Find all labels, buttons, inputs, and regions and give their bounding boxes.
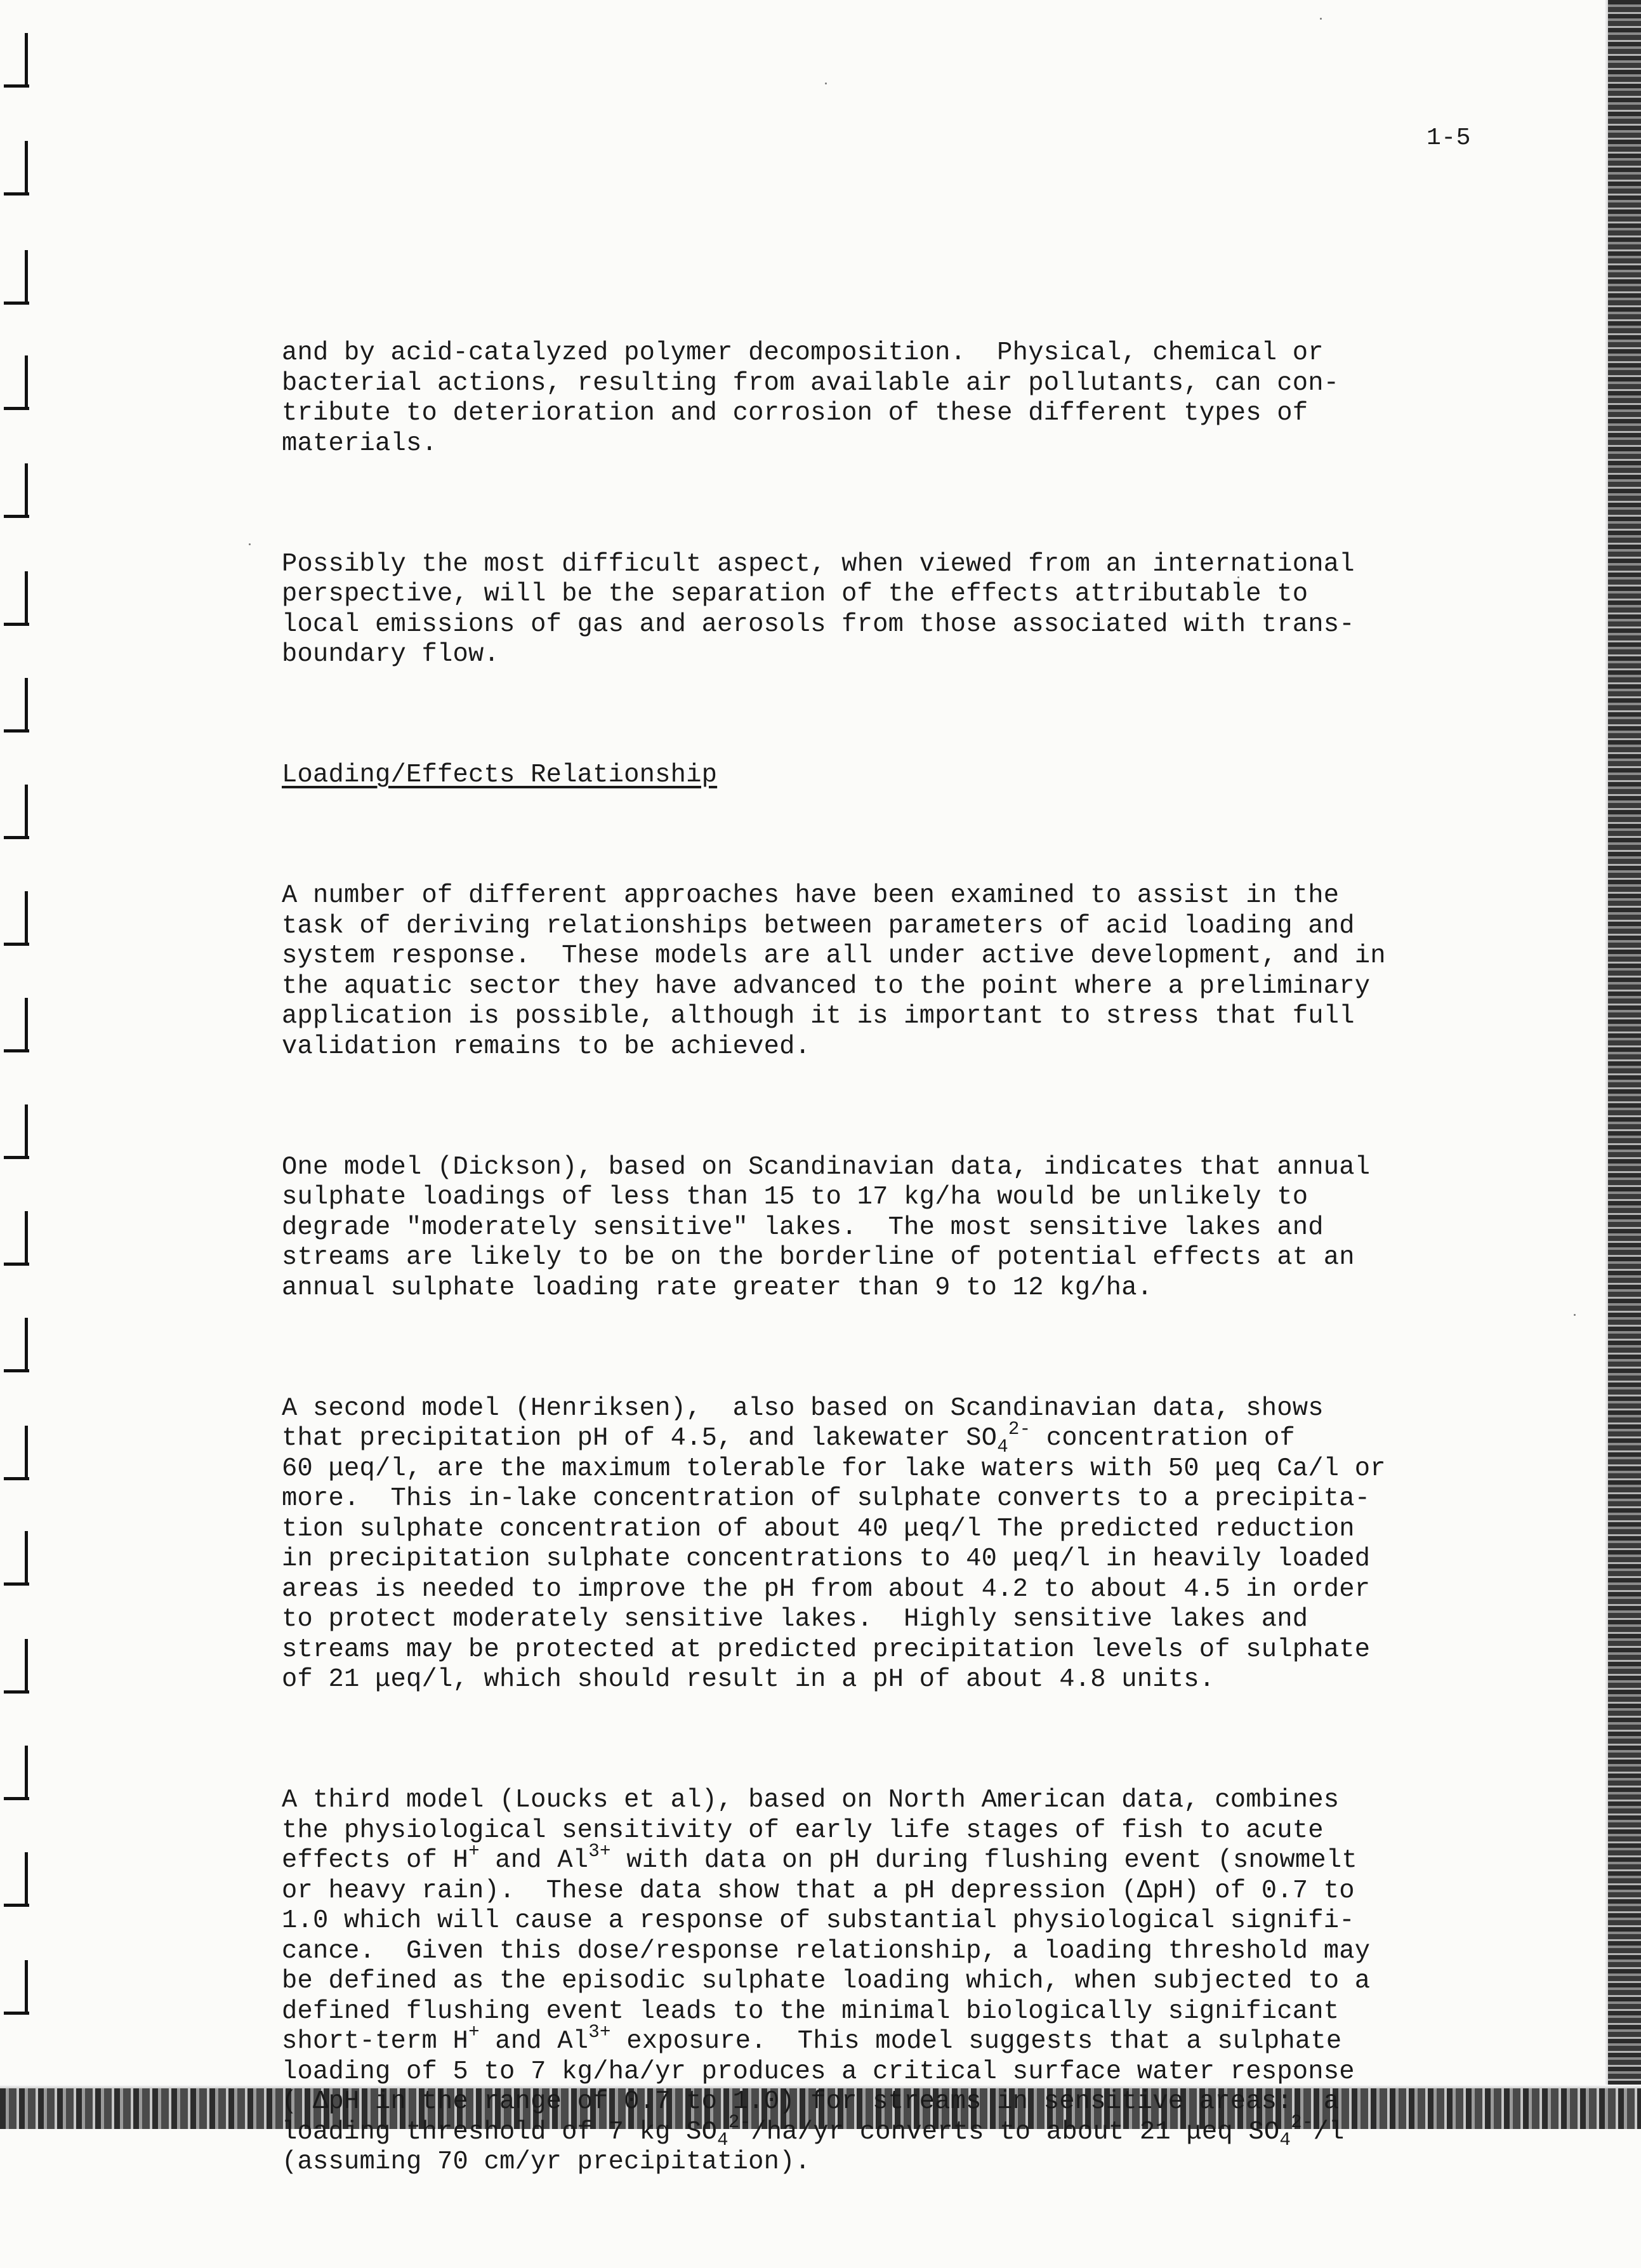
speck	[1574, 1314, 1576, 1316]
text-line: One model (Dickson), based on Scandinavian data, indicates that annual	[282, 1152, 1371, 1182]
text-line: degrade "moderately sensitive" lakes. The most sensitive lakes and	[282, 1212, 1324, 1242]
text-line: task of deriving relationships between parameters of acid loading and	[282, 911, 1355, 941]
text-line	[282, 1418, 1295, 1457]
text-line: perspective, will be the separation of the effects attributable to	[282, 580, 1308, 609]
text-run: effects of H	[282, 1846, 469, 1875]
subscript: 4	[1279, 2130, 1291, 2151]
text-line: streams may be protected at predicted precipitation levels of sulphate	[282, 1635, 1371, 1664]
text-run: exposure. This model suggests that a sulphate	[610, 2027, 1342, 2056]
page-number: 1-5	[1427, 124, 1471, 152]
text-line: boundary flow.	[282, 640, 500, 669]
text-line: defined flushing event leads to the minimal biologically significant	[282, 1996, 1340, 2026]
speck	[249, 543, 251, 545]
text-line: and by acid-catalyzed polymer decomposition. Physical, chemical or	[282, 338, 1324, 368]
text-line: annual sulphate loading rate greater than 9 to 12 kg/ha.	[282, 1273, 1153, 1303]
text-line: areas is needed to improve the pH from about 4.2 to about 4.5 in order	[282, 1574, 1371, 1604]
paragraph-3	[282, 881, 1399, 1062]
text-line: or heavy rain). These data show that a pH depression (ΔpH) of 0.7 to	[282, 1876, 1355, 1906]
text-line: bacterial actions, resulting from available air pollutants, can con-	[282, 368, 1340, 398]
speck	[825, 83, 827, 84]
binder-mark	[4, 1639, 29, 1694]
text-line: more. This in-lake concentration of sulphate converts to a precipita-	[282, 1484, 1371, 1513]
text-line: system response. These models are all under active development, and in	[282, 941, 1386, 971]
text-line: the physiological sensitivity of early life stages of fish to acute	[282, 1815, 1324, 1845]
text-run: short-term H	[282, 2027, 469, 2056]
superscript: 3+	[588, 1840, 611, 1862]
speck	[1320, 18, 1322, 20]
binder-mark	[4, 998, 29, 1052]
binder-mark	[4, 785, 29, 839]
binder-mark	[4, 1531, 29, 1586]
superscript: 2-	[728, 2112, 751, 2133]
paragraph-6	[282, 1786, 1399, 2178]
text-run: and Al	[479, 2027, 589, 2056]
text-line: loading of 5 to 7 kg/ha/yr produces a critical surface water response	[282, 2057, 1355, 2086]
paragraph-2	[282, 550, 1399, 670]
superscript: 3+	[588, 2021, 611, 2043]
text-line: streams are likely to be on the borderline of potential effects at an	[282, 1243, 1355, 1272]
text-line: materials.	[282, 428, 438, 458]
text-line: A number of different approaches have been examined to assist in the	[282, 881, 1340, 910]
text-line: tion sulphate concentration of about 40 μeq/l The predicted reduction	[282, 1514, 1355, 1544]
binder-mark	[4, 250, 29, 305]
text-run: and Al	[479, 1846, 589, 1875]
text-run: that precipitation pH of 4.5, and lakewater SO	[282, 1424, 998, 1453]
text-line: application is possible, although it is important to stress that full	[282, 1002, 1355, 1031]
binder-mark	[4, 1960, 29, 2015]
binder-mark	[4, 891, 29, 946]
text-line: A second model (Henriksen), also based on Scandinavian data, shows	[282, 1393, 1324, 1423]
text-line: A third model (Loucks et al), based on North American data, combines	[282, 1786, 1340, 1815]
binder-mark	[4, 463, 29, 518]
text-run: /ha/yr converts to about 21 μeq SO	[751, 2117, 1280, 2147]
scan-edge-right	[1608, 0, 1641, 2129]
binder-mark	[4, 1318, 29, 1372]
subscript: 4	[997, 1436, 1008, 1457]
superscript: 2-	[1291, 2112, 1314, 2133]
superscript: +	[468, 2021, 480, 2043]
paragraph-1	[282, 338, 1399, 459]
subscript: 4	[717, 2130, 728, 2151]
text-line: of 21 μeq/l, which should result in a pH of about 4.8 units.	[282, 1665, 1215, 1694]
binder-mark	[4, 1211, 29, 1266]
superscript: +	[468, 1840, 480, 1862]
superscript: 2-	[1008, 1418, 1031, 1440]
binder-mark	[4, 1746, 29, 1800]
text-line: 1.0 which will cause a response of substantial physiological signifi-	[282, 1906, 1355, 1935]
paragraph-5	[282, 1394, 1399, 1695]
binder-mark	[4, 1104, 29, 1159]
text-line: be defined as the episodic sulphate loading which, when subjected to a	[282, 1966, 1371, 1996]
binder-mark	[4, 141, 29, 196]
section-heading: Loading/Effects Relationship	[282, 760, 718, 790]
text-line: tribute to deterioration and corrosion of these different types of	[282, 399, 1308, 428]
text-run: with data on pH during flushing event (snowmelt	[610, 1846, 1357, 1875]
text-run: concentration of	[1031, 1424, 1295, 1453]
binder-mark	[4, 355, 29, 410]
body-text	[282, 278, 1399, 2268]
binder-mark	[4, 678, 29, 733]
text-line: the aquatic sector they have advanced to the point where a preliminary	[282, 971, 1371, 1001]
text-run: loading threshold of 7 kg SO	[282, 2117, 718, 2147]
text-line: validation remains to be achieved.	[282, 1031, 811, 1061]
text-line: (assuming 70 cm/yr precipitation).	[282, 2147, 811, 2177]
text-line: ( ΔpH in the range of 0.7 to 1.0) for streams in sensitive areas: a	[282, 2087, 1340, 2116]
text-line	[282, 1840, 1357, 1875]
binder-mark	[4, 33, 29, 88]
text-line: 60 μeq/l, are the maximum tolerable for lake waters with 50 μeq Ca/l or	[282, 1454, 1386, 1483]
binder-mark	[4, 571, 29, 626]
binder-mark	[4, 1426, 29, 1480]
text-line: in precipitation sulphate concentrations to 40 μeq/l in heavily loaded	[282, 1544, 1371, 1574]
text-line	[282, 2021, 1342, 2056]
text-line: to protect moderately sensitive lakes. Highly sensitive lakes and	[282, 1605, 1308, 1634]
paragraph-4	[282, 1153, 1399, 1304]
text-line: Possibly the most difficult aspect, when viewed from an international	[282, 549, 1355, 579]
text-run: /l	[1313, 2117, 1345, 2147]
binder-mark	[4, 1852, 29, 1907]
text-line: cance. Given this dose/response relationship, a loading threshold may	[282, 1936, 1371, 1966]
text-line: local emissions of gas and aerosols from those associated with trans-	[282, 609, 1355, 639]
text-line: sulphate loadings of less than 15 to 17 kg/ha would be unlikely to	[282, 1183, 1308, 1212]
text-line	[282, 2112, 1345, 2151]
